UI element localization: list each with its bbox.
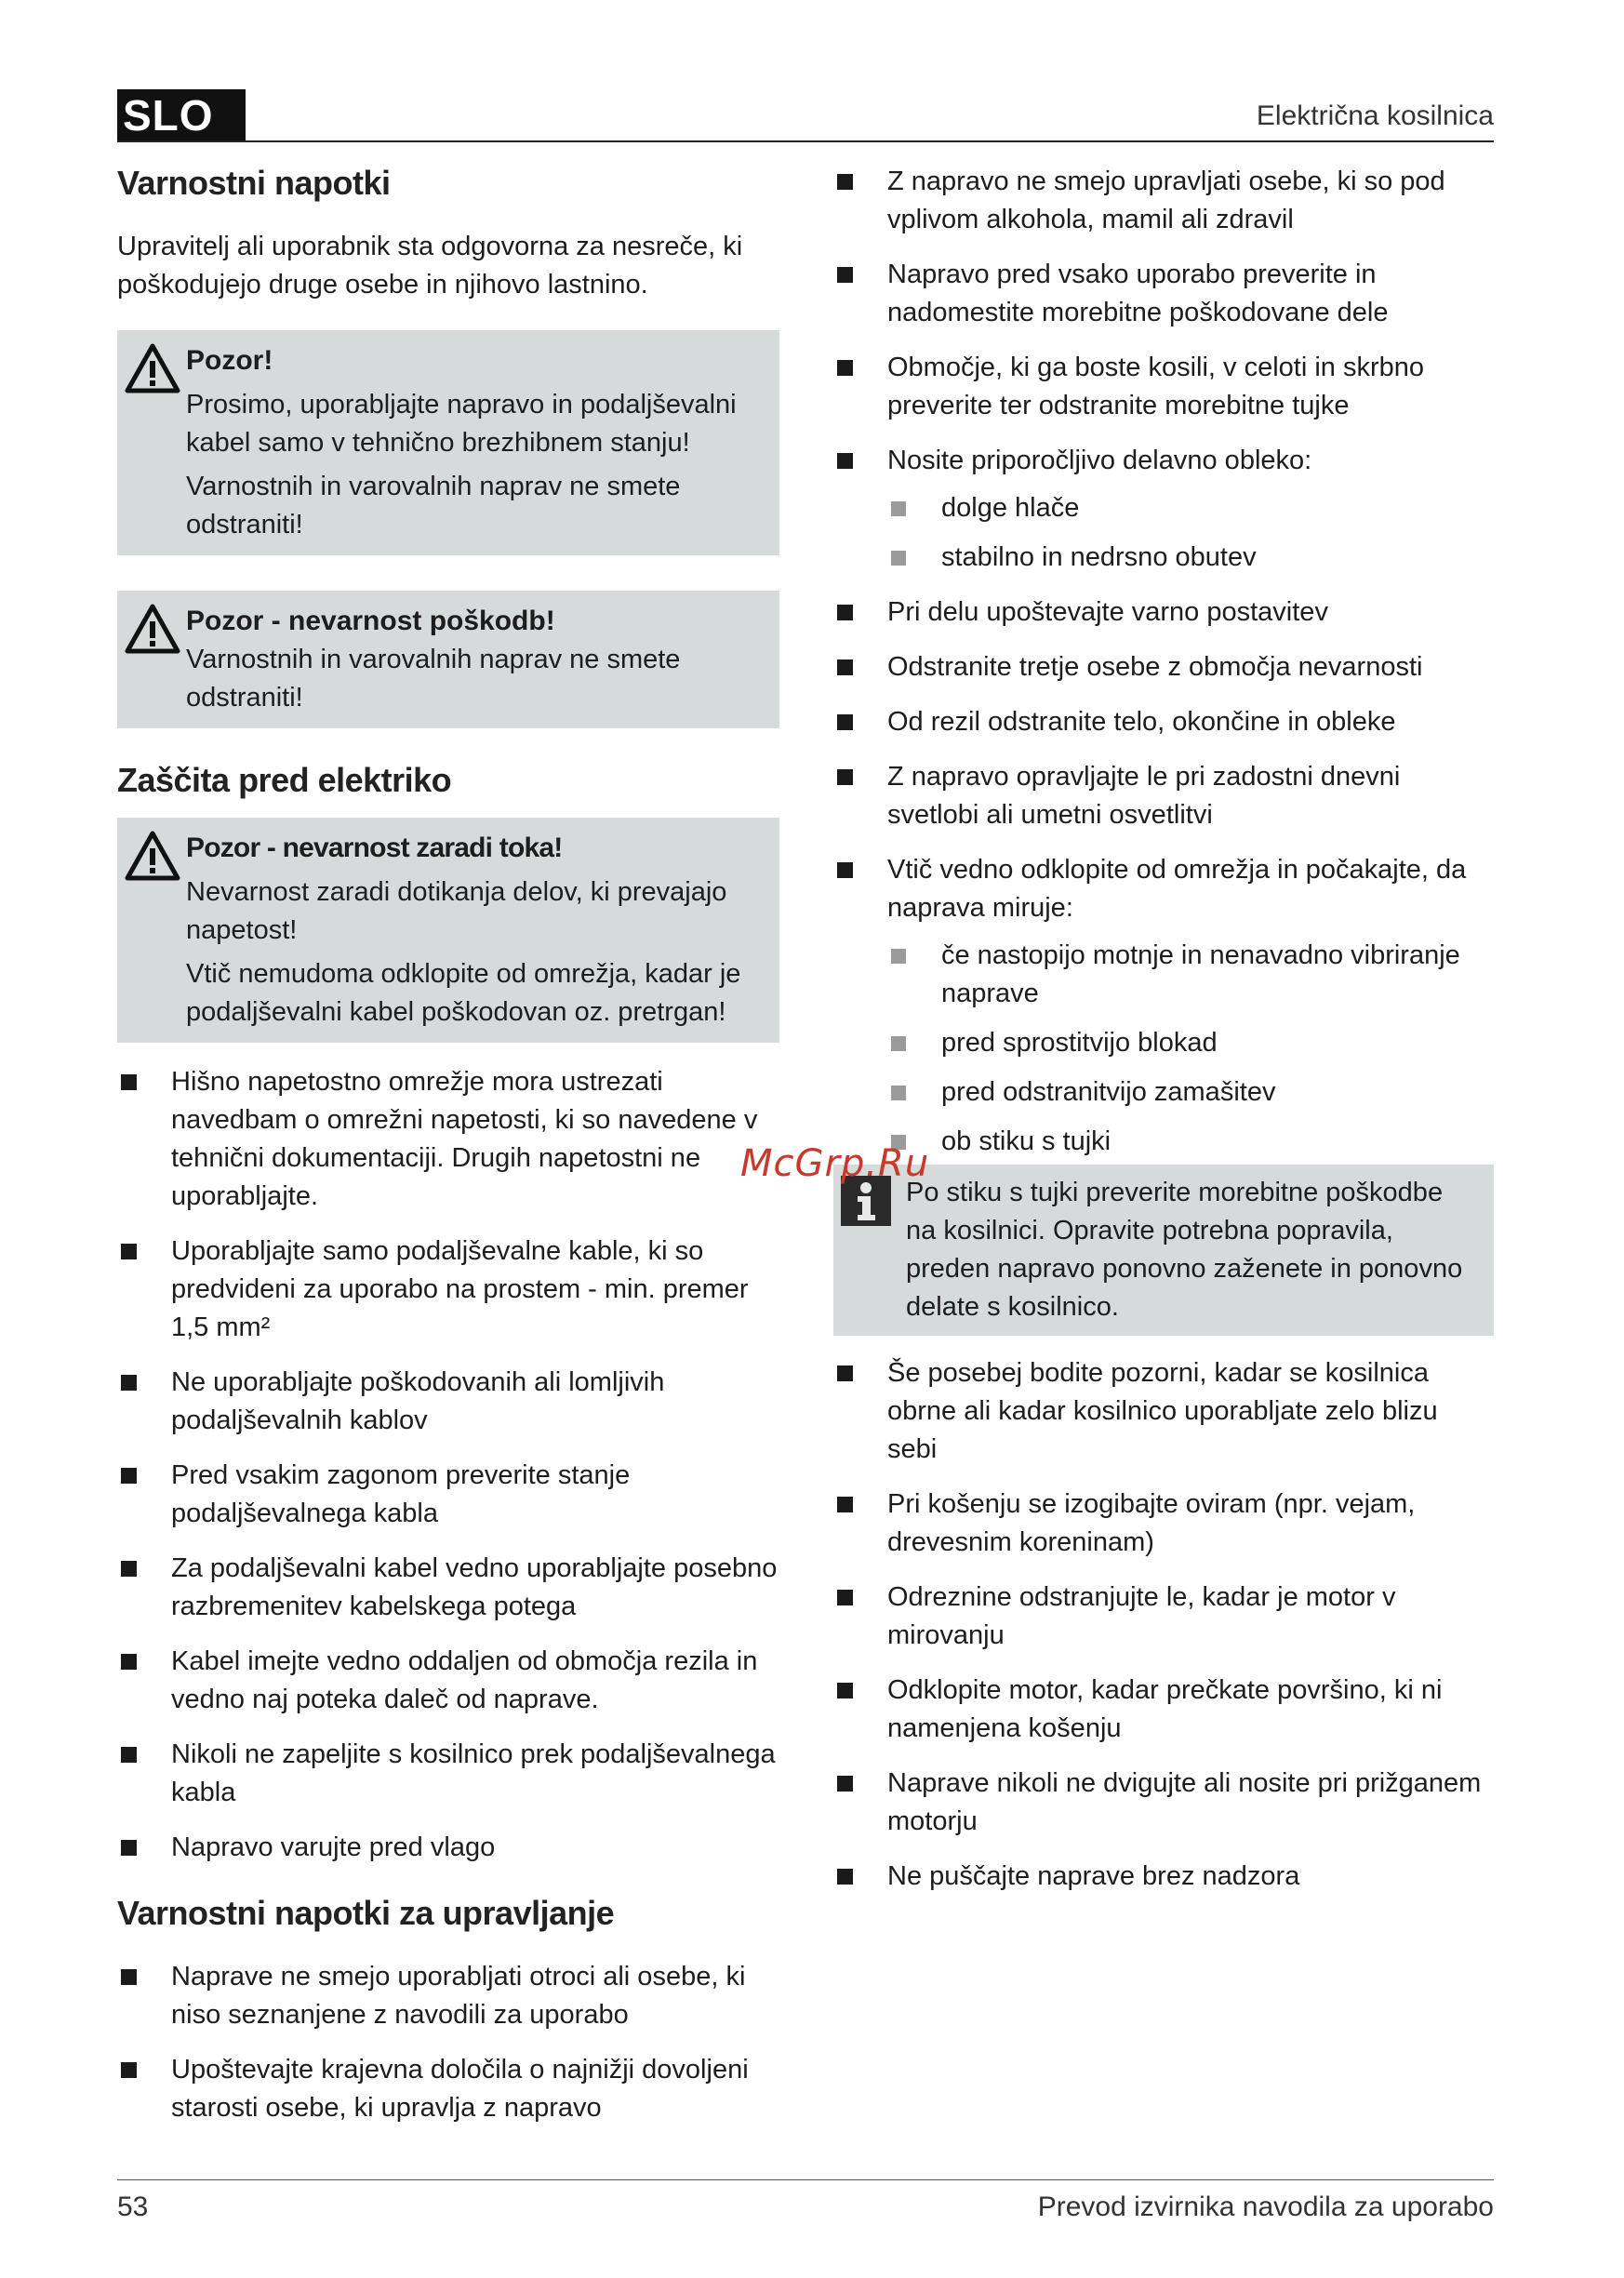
sublist-item: pred sprostitvijo blokad xyxy=(887,1024,1494,1062)
language-badge: SLO xyxy=(117,89,246,141)
list-item: Naprave nikoli ne dvigujte ali nosite pri prižganem motorju xyxy=(833,1765,1494,1841)
list-item: Nikoli ne zapeljite s kosilnico prek podaljševalnega kabla xyxy=(117,1736,779,1812)
info-note-text: Po stiku s tujki preverite morebitne poškodbe na kosilnici. Opravite potrebna popravila, preden napravo ponovno zaženete in ponovno delate s kosilnico. xyxy=(906,1178,1463,1322)
list-item: Odstranite tretje osebe z območja nevarnosti xyxy=(833,648,1494,686)
sublist-item: ob stiku s tujki xyxy=(887,1123,1494,1161)
square-bullet-icon xyxy=(837,360,853,376)
list-item: Pri košenju se izogibajte oviram (npr. vejam, drevesnim koreninam) xyxy=(833,1485,1494,1562)
heading-operation: Varnostni napotki za upravljanje xyxy=(117,1894,615,1932)
list-item: Z napravo ne smejo upravljati osebe, ki so pod vplivom alkohola, mamil ali zdravil xyxy=(833,163,1494,239)
caution-text: Varnostnih in varovalnih naprav ne smete odstraniti! xyxy=(186,472,681,540)
intro-text: Upravitelj ali uporabnik sta odgovorna za nesreče, ki poškodujejo druge osebe in njihovo lastnino. xyxy=(117,232,743,300)
watermark: McGrp.Ru xyxy=(740,1142,930,1185)
square-bullet-icon xyxy=(837,1365,853,1381)
unplug-sublist xyxy=(887,937,1494,1161)
square-bullet-icon xyxy=(121,2062,137,2078)
warning-triangle-icon xyxy=(125,604,180,654)
right-list-c xyxy=(833,1354,1494,1896)
square-bullet-icon xyxy=(121,1561,137,1577)
injury-warning-title: Pozor - nevarnost poškodb! xyxy=(186,606,555,636)
square-bullet-icon xyxy=(837,1497,853,1512)
square-bullet-icon xyxy=(837,1683,853,1699)
square-bullet-icon xyxy=(837,453,853,469)
operation-list xyxy=(117,1958,779,2127)
list-item: Uporabljajte samo podaljševalne kable, ki so predvideni za uporabo na prostem - min. premer 1,5 mm² xyxy=(117,1232,779,1347)
square-bullet-icon xyxy=(837,769,853,785)
heading-electric: Zaščita pred elektriko xyxy=(117,761,452,799)
list-item: Območje, ki ga boste kosili, v celoti in skrbno preverite ter odstranite morebitne tujke xyxy=(833,349,1494,425)
footer-rule xyxy=(117,2179,1494,2180)
square-bullet-icon xyxy=(121,1840,137,1856)
electric-warning-text: Nevarnost zaradi dotikanja delov, ki prevajajo napetost! xyxy=(186,877,727,945)
list-item: Napravo varujte pred vlago xyxy=(117,1829,779,1867)
list-item: Odklopite motor, kadar prečkate površino, ki ni namenjena košenju xyxy=(833,1672,1494,1748)
caution-box xyxy=(117,330,779,555)
sublist-item: stabilno in nedrsno obutev xyxy=(887,539,1494,577)
header-rule xyxy=(117,140,1494,142)
injury-warning-text: Varnostnih in varovalnih naprav ne smete odstraniti! xyxy=(186,645,681,713)
injury-warning-box xyxy=(117,591,779,728)
list-item: Še posebej bodite pozorni, kadar se kosilnica obrne ali kadar kosilnico uporabljate zelo blizu sebi xyxy=(833,1354,1494,1469)
square-bullet-icon xyxy=(837,174,853,190)
list-item: Upoštevajte krajevna določila o najnižji dovoljeni starosti osebe, ki upravlja z napravo xyxy=(117,2051,779,2127)
list-item: Ne puščajte naprave brez nadzora xyxy=(833,1858,1494,1896)
list-item: Za podaljševalni kabel vedno uporabljajte posebno razbremenitev kabelskega potega xyxy=(117,1550,779,1626)
list-item: Z napravo opravljajte le pri zadostni dnevni svetlobi ali umetni osvetlitvi xyxy=(833,758,1494,834)
square-bullet-icon xyxy=(121,1375,137,1391)
square-bullet-icon xyxy=(121,1074,137,1090)
heading-safety: Varnostni napotki xyxy=(117,164,391,202)
warning-triangle-icon xyxy=(125,831,180,881)
page-number: 53 xyxy=(117,2191,149,2222)
list-item: Naprave ne smejo uporabljati otroci ali osebe, ki niso seznanjene z navodili za uporabo xyxy=(117,1958,779,2034)
footer-text: Prevod izvirnika navodila za uporabo xyxy=(1037,2191,1494,2222)
list-item: Hišno napetostno omrežje mora ustrezati navedbam o omrežni napetosti, ki so navedene v tehnični dokumentaciji. Drugih napetostni ne uporabljajte. xyxy=(117,1063,779,1216)
list-item: Ne uporabljajte poškodovanih ali lomljivih podaljševalnih kablov xyxy=(117,1364,779,1440)
square-bullet-icon xyxy=(837,659,853,675)
grey-square-bullet-icon xyxy=(891,501,906,516)
right-list-a xyxy=(833,163,1494,577)
electric-warning-title: Pozor - nevarnost zaradi toka! xyxy=(186,833,563,863)
square-bullet-icon xyxy=(837,605,853,620)
warning-triangle-icon xyxy=(125,343,180,393)
sublist-item: dolge hlače xyxy=(887,489,1494,527)
list-item: Vtič vedno odklopite od omrežja in počakajte, da naprava miruje: če nastopijo motnje in nenavadno vibriranje naprave pred sprostitvijo blokad pred odstranitvijo zamašitev ob stiku s tujki xyxy=(833,851,1494,1161)
square-bullet-icon xyxy=(121,1244,137,1259)
grey-square-bullet-icon xyxy=(891,551,906,566)
info-note-box xyxy=(833,1165,1494,1336)
list-item: Nosite priporočljivo delavno obleko: dolge hlače stabilno in nedrsno obutev xyxy=(833,442,1494,577)
electric-warning-box xyxy=(117,818,779,1043)
grey-square-bullet-icon xyxy=(891,949,906,964)
caution-text: Prosimo, uporabljajte napravo in podaljševalni kabel samo v tehnično brezhibnem stanju! xyxy=(186,390,737,458)
square-bullet-icon xyxy=(837,714,853,730)
grey-square-bullet-icon xyxy=(891,1036,906,1051)
square-bullet-icon xyxy=(837,267,853,283)
sublist-item: če nastopijo motnje in nenavadno vibriranje naprave xyxy=(887,937,1494,1013)
document-title: Električna kosilnica xyxy=(1256,100,1494,131)
electric-list xyxy=(117,1063,779,1867)
square-bullet-icon xyxy=(121,1969,137,1985)
list-item: Kabel imejte vedno oddaljen od območja rezila in vedno naj poteka daleč od naprave. xyxy=(117,1643,779,1719)
list-item: Od rezil odstranite telo, okončine in obleke xyxy=(833,703,1494,741)
square-bullet-icon xyxy=(837,1590,853,1605)
list-item: Pri delu upoštevajte varno postavitev xyxy=(833,593,1494,632)
right-column xyxy=(833,163,1494,1912)
list-item: Napravo pred vsako uporabo preverite in nadomestite morebitne poškodovane dele xyxy=(833,256,1494,332)
right-list-b xyxy=(833,593,1494,1161)
clothing-sublist xyxy=(887,489,1494,577)
square-bullet-icon xyxy=(121,1747,137,1763)
caution-title: Pozor! xyxy=(186,345,273,376)
left-column xyxy=(117,163,779,2144)
square-bullet-icon xyxy=(837,1776,853,1792)
square-bullet-icon xyxy=(121,1468,137,1484)
grey-square-bullet-icon xyxy=(891,1086,906,1100)
list-item: Pred vsakim zagonom preverite stanje podaljševalnega kabla xyxy=(117,1457,779,1533)
list-item: Odreznine odstranjujte le, kadar je motor v mirovanju xyxy=(833,1579,1494,1655)
square-bullet-icon xyxy=(837,862,853,878)
sublist-item: pred odstranitvijo zamašitev xyxy=(887,1073,1494,1112)
electric-warning-text: Vtič nemudoma odklopite od omrežja, kadar je podaljševalni kabel poškodovan oz. pretrgan! xyxy=(186,959,741,1027)
square-bullet-icon xyxy=(837,1869,853,1885)
square-bullet-icon xyxy=(121,1654,137,1670)
